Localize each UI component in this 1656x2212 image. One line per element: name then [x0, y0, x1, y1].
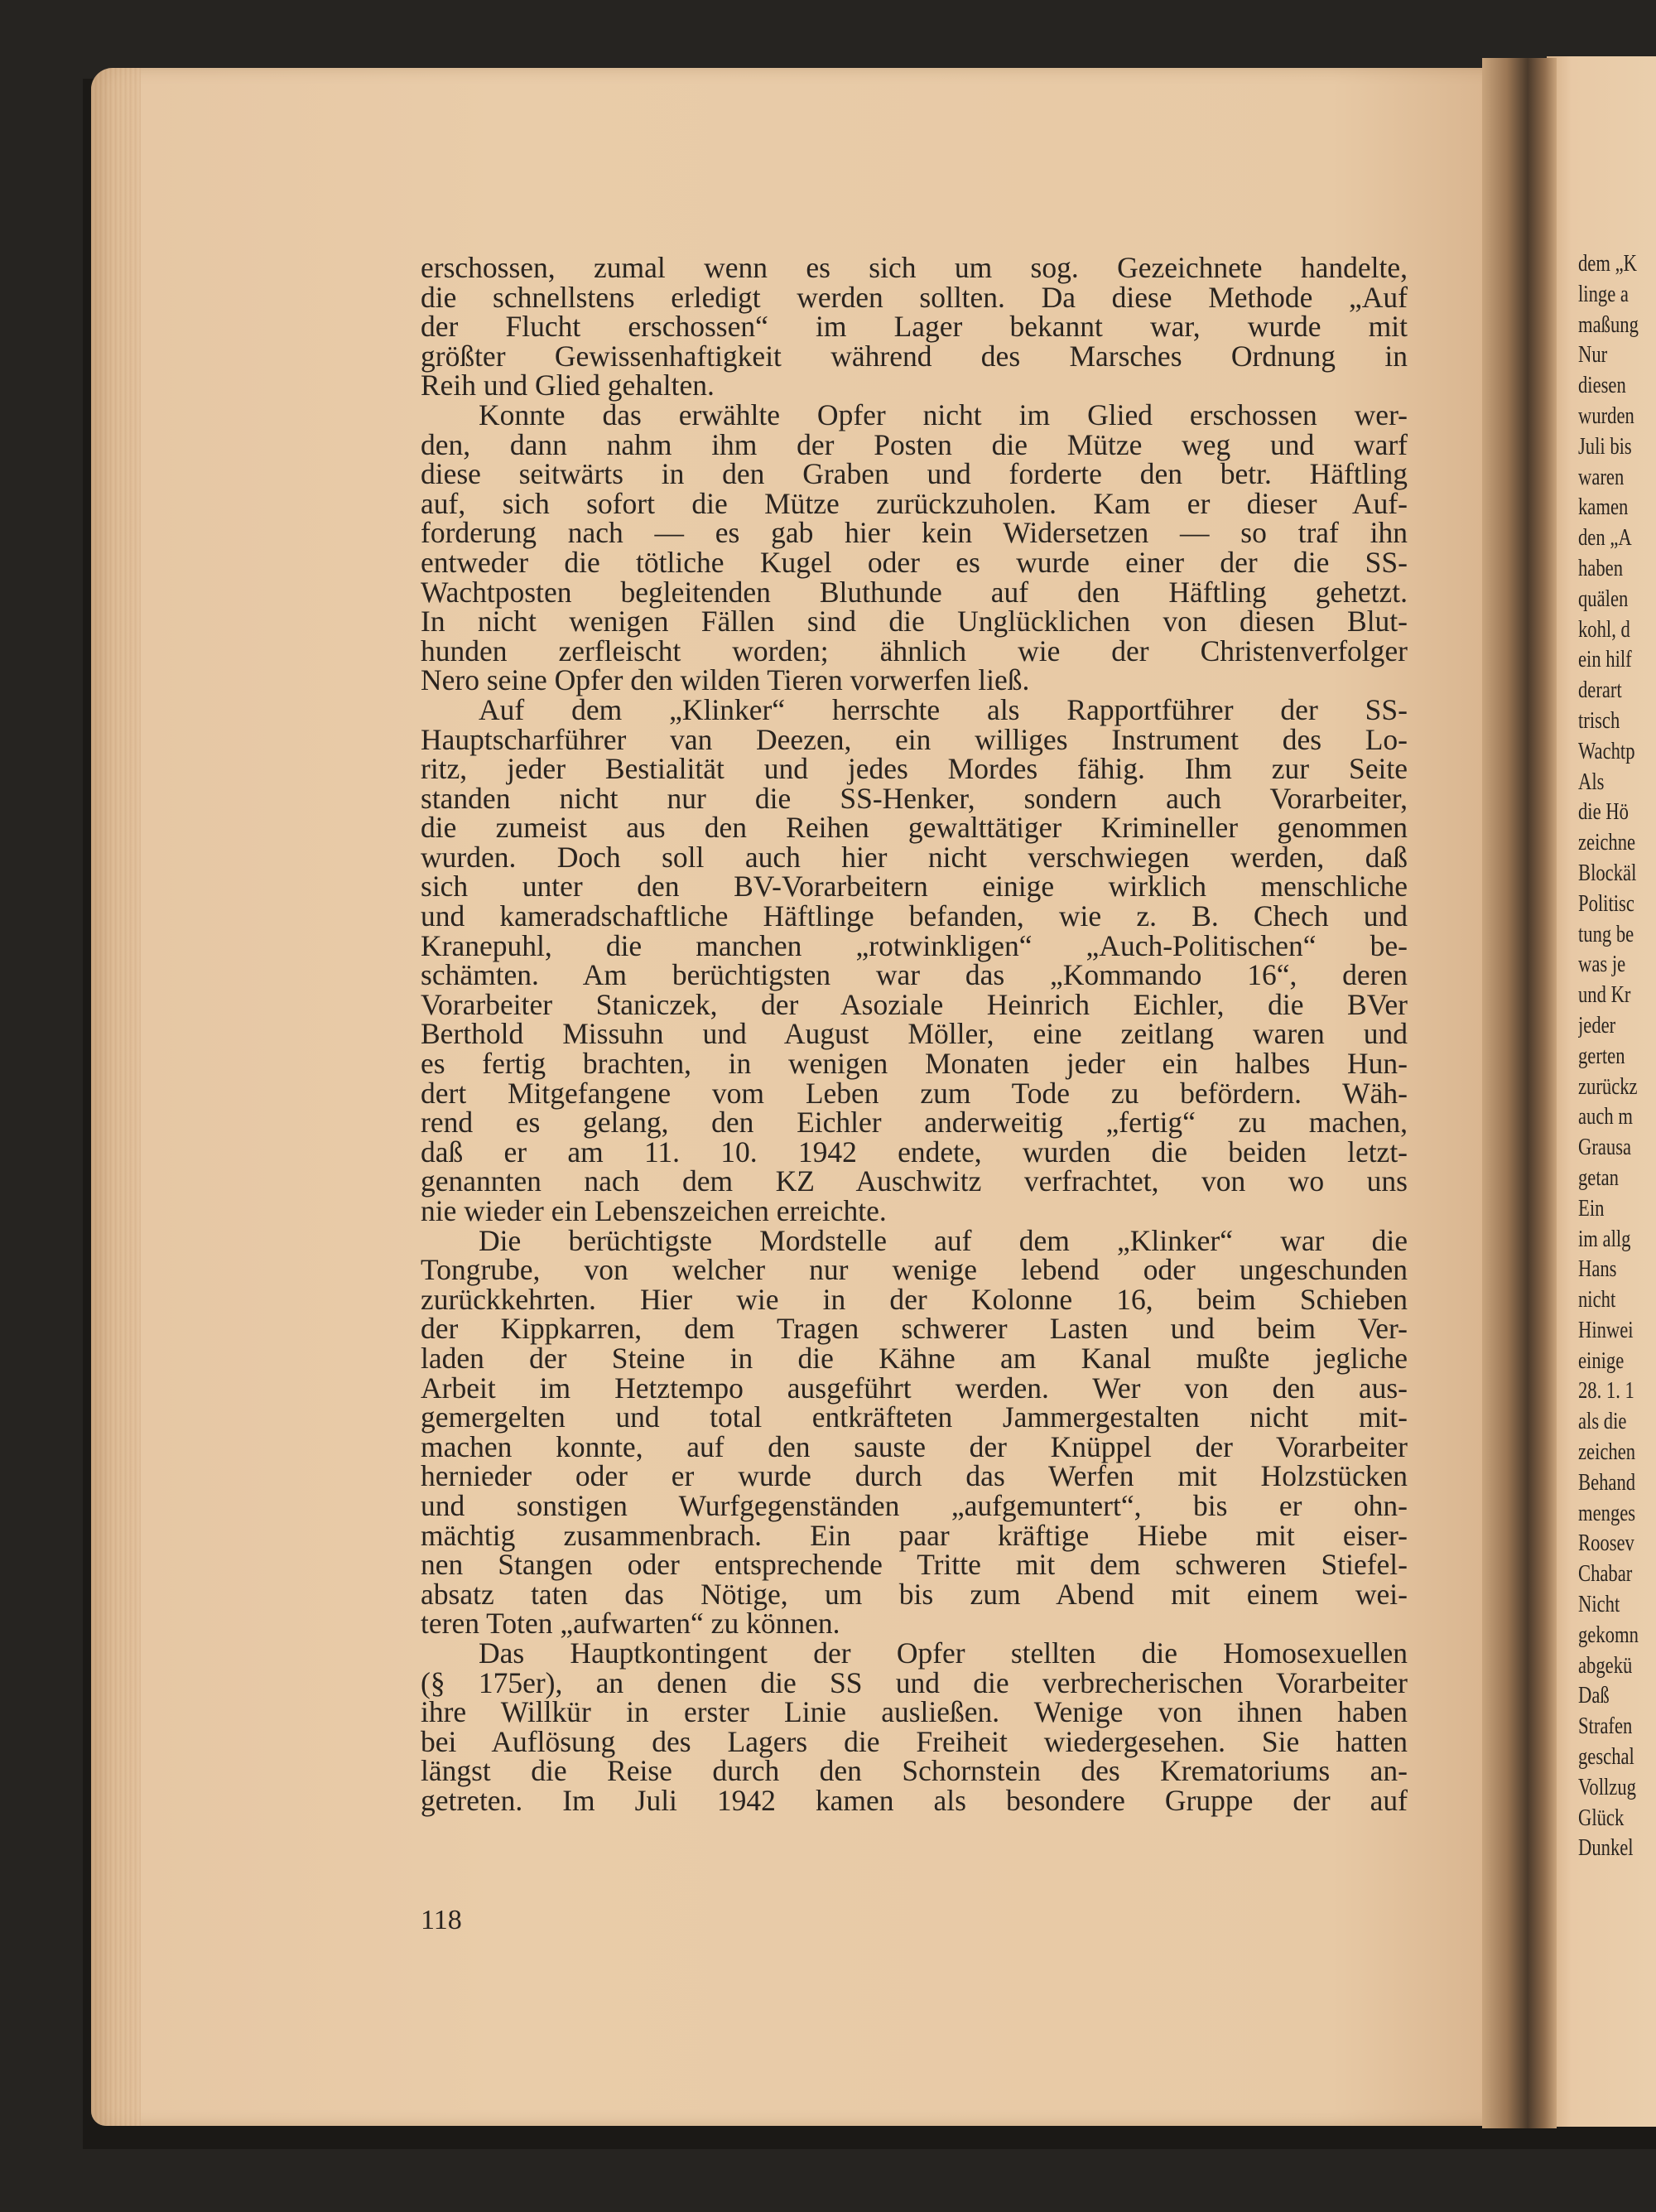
facing-page-fragment: die Hö: [1578, 798, 1629, 826]
facing-page-fragment: gerten: [1578, 1042, 1625, 1069]
text-line: auf, sich sofort die Mütze zurückzuholen. Kam er dieser Auf-: [421, 486, 1408, 520]
text-line: die schnellstens erledigt werden sollten. Da diese Methode „Auf: [421, 280, 1408, 314]
facing-page-fragment: und Kr: [1578, 981, 1631, 1009]
text-line: machen konnte, auf den sauste der Knüppel der Vorarbeiter: [421, 1429, 1408, 1463]
facing-page-fragment: getan: [1578, 1164, 1619, 1191]
facing-page-fragment: zeichen: [1578, 1439, 1636, 1466]
facing-page-fragment: diesen: [1578, 372, 1626, 399]
facing-page-fragment: nicht: [1578, 1286, 1616, 1313]
facing-page-fragment: menges: [1578, 1499, 1636, 1526]
text-line: Reih und Glied gehalten.: [421, 369, 715, 402]
text-line: dert Mitgefangene vom Leben zum Tode zu befördern. Wäh-: [421, 1076, 1408, 1110]
facing-page-fragment: kohl, d: [1578, 615, 1630, 643]
facing-page-fragment: Roosev: [1578, 1530, 1634, 1557]
text-line: diese seitwärts in den Graben und forderte den betr. Häftling: [421, 457, 1408, 491]
text-line: längst die Reise durch den Schornstein des Krematoriums an-: [421, 1754, 1408, 1788]
text-line: entweder die tötliche Kugel oder es wurde einer der die SS-: [421, 545, 1408, 579]
text-line: und sonstigen Wurfgegenständen „aufgemuntert“, bis er ohn-: [421, 1488, 1408, 1522]
facing-page-fragment: Wachtp: [1578, 737, 1635, 764]
page-edge: [91, 68, 141, 2126]
facing-page-fragment: tung be: [1578, 920, 1634, 947]
facing-page-fragment: Chabar: [1578, 1560, 1633, 1588]
facing-page-fragment: Dunkel: [1578, 1834, 1634, 1862]
text-line: den, dann nahm ihm der Posten die Mütze weg und warf: [421, 427, 1408, 461]
facing-page-fragment: Behand: [1578, 1468, 1636, 1496]
text-line: ritz, jeder Bestialität und jedes Mordes fähig. Ihm zur Seite: [421, 752, 1408, 786]
facing-page-fragment: zeichne: [1578, 829, 1636, 856]
text-line: nie wieder ein Lebenszeichen erreichte.: [421, 1194, 887, 1227]
text-line: erschossen, zumal wenn es sich um sog. Gezeichnete handelte,: [421, 251, 1408, 284]
text-line: Vorarbeiter Staniczek, der Asoziale Heinrich Eichler, die BVer: [421, 987, 1408, 1021]
facing-page-fragment: den „A: [1578, 524, 1632, 552]
text-line: forderung nach — es gab hier kein Widersetzen — so traf ihn: [421, 516, 1408, 550]
text-line: laden der Steine in die Kähne am Kanal mußte jegliche: [421, 1341, 1408, 1375]
facing-page-fragment: als die: [1578, 1408, 1627, 1435]
facing-page-fragment: kamen: [1578, 494, 1629, 521]
text-line: Konnte das erwählte Opfer nicht im Glied erschossen wer-: [479, 398, 1408, 431]
book-gutter: [1482, 58, 1557, 2128]
text-line: Die berüchtigste Mordstelle auf dem „Klinker“ war die: [479, 1223, 1408, 1257]
text-line: zurückkehrten. Hier wie in der Kolonne 16, beim Schieben: [421, 1282, 1408, 1316]
text-line: nen Stangen oder entsprechende Tritte mit dem schweren Stiefel-: [421, 1548, 1408, 1582]
text-line: größter Gewissenhaftigkeit während des Marsches Ordnung in: [421, 339, 1408, 373]
facing-page-fragment: haben: [1578, 554, 1624, 581]
text-line: Berthold Missuhn und August Möller, eine zeitlang waren und: [421, 1017, 1408, 1051]
text-line: genannten nach dem KZ Auschwitz verfrachtet, von wo uns: [421, 1164, 1408, 1198]
text-line: (§ 175er), an denen die SS und die verbrecherischen Vorarbeiter: [421, 1665, 1408, 1699]
text-line: und kameradschaftliche Häftlinge befanden, wie z. B. Chech und: [421, 899, 1408, 933]
facing-page-fragment: zurückz: [1578, 1072, 1638, 1100]
facing-page-fragment: quälen: [1578, 585, 1629, 612]
facing-page-fragment: im allg: [1578, 1225, 1631, 1252]
text-line: der Kippkarren, dem Tragen schwerer Lasten und beim Ver-: [421, 1312, 1408, 1346]
text-line: bei Auflösung des Lagers die Freiheit wiedergesehen. Sie hatten: [421, 1724, 1408, 1758]
facing-page-fragment: abgekü: [1578, 1651, 1633, 1679]
text-line: Hauptscharführer van Deezen, ein williges Instrument des Lo-: [421, 722, 1408, 756]
page-number: 118: [421, 1905, 462, 1935]
text-line: standen nicht nur die SS-Henker, sondern auch Vorarbeiter,: [421, 781, 1408, 815]
facing-page-fragment: gekomn: [1578, 1621, 1639, 1648]
text-line: rend es gelang, den Eichler anderweitig „fertig“ zu machen,: [421, 1106, 1408, 1140]
text-line: Arbeit im Hetztempo ausgeführt werden. Wer von den aus-: [421, 1371, 1408, 1405]
facing-page-fragment: geschal: [1578, 1743, 1634, 1771]
facing-page-fragment: Juli bis: [1578, 432, 1632, 460]
facing-page-text: [1578, 248, 1656, 1863]
text-line: es fertig brachten, in wenigen Monaten jeder ein halbes Hun-: [421, 1047, 1408, 1081]
text-line: der Flucht erschossen“ im Lager bekannt war, wurde mit: [421, 310, 1408, 344]
facing-page-fragment: waren: [1578, 463, 1625, 490]
text-line: hunden zerfleischt worden; ähnlich wie der Christenverfolger: [421, 634, 1408, 667]
facing-page-fragment: Als: [1578, 768, 1605, 795]
facing-page-fragment: Hinwei: [1578, 1316, 1634, 1343]
facing-page-fragment: trisch: [1578, 706, 1620, 734]
text-line: In nicht wenigen Fällen sind die Unglücklichen von diesen Blut-: [421, 605, 1408, 639]
text-line: sich unter den BV-Vorarbeitern einige wirklich menschliche: [421, 870, 1408, 904]
facing-page-fragment: 28. 1. 1: [1578, 1377, 1634, 1405]
facing-page-fragment: Nicht: [1578, 1591, 1620, 1618]
text-line: Tongrube, von welcher nur wenige lebend oder ungeschunden: [421, 1253, 1408, 1287]
facing-page-fragment: Blockäl: [1578, 859, 1637, 886]
text-line: Kranepuhl, die manchen „rotwinkligen“ „Auch-Politischen“ be-: [421, 928, 1408, 962]
text-line: ihre Willkür in erster Linie ausließen. Wenige von ihnen haben: [421, 1695, 1408, 1729]
facing-page-fragment: Strafen: [1578, 1713, 1633, 1740]
facing-page-fragment: Daß: [1578, 1682, 1610, 1709]
facing-page-fragment: derart: [1578, 677, 1622, 704]
text-line: wurden. Doch soll auch hier nicht verschwiegen werden, daß: [421, 840, 1408, 874]
text-line: schämten. Am berüchtigsten war das „Kommando 16“, deren: [421, 958, 1408, 992]
text-line: hernieder oder er wurde durch das Werfen mit Holzstücken: [421, 1459, 1408, 1493]
text-line: Nero seine Opfer den wilden Tieren vorwerfen ließ.: [421, 663, 1030, 697]
text-line: teren Toten „aufwarten“ zu können.: [421, 1607, 840, 1641]
facing-page-fragment: einige: [1578, 1347, 1625, 1374]
text-line: gemergelten und total entkräfteten Jammergestalten nicht mit-: [421, 1400, 1408, 1434]
text-line: absatz taten das Nötige, um bis zum Abend mit einem wei-: [421, 1577, 1408, 1611]
facing-page-fragment: wurden: [1578, 402, 1634, 429]
text-line: daß er am 11. 10. 1942 endete, wurden die beiden letzt-: [421, 1135, 1408, 1169]
body-text: [421, 253, 1408, 1815]
facing-page-fragment: auch m: [1578, 1103, 1633, 1130]
facing-page-fragment: was je: [1578, 951, 1626, 978]
facing-page-fragment: Ein: [1578, 1194, 1605, 1222]
facing-page-fragment: Glück: [1578, 1804, 1625, 1831]
text-line: die zumeist aus den Reihen gewalttätiger Krimineller genommen: [421, 811, 1408, 845]
text-line: Auf dem „Klinker“ herrschte als Rapportführer der SS-: [479, 692, 1408, 726]
facing-page-fragment: ein hilf: [1578, 646, 1632, 673]
facing-page-fragment: Nur: [1578, 341, 1608, 369]
facing-page-fragment: Hans: [1578, 1255, 1617, 1283]
text-line: Das Hauptkontingent der Opfer stellten die Homosexuellen: [479, 1636, 1408, 1670]
text-line: Wachtposten begleitenden Bluthunde auf den Häftling gehetzt.: [421, 575, 1408, 609]
facing-page-fragment: Grausa: [1578, 1134, 1632, 1161]
facing-page-fragment: maßung: [1578, 311, 1639, 338]
text-line: getreten. Im Juli 1942 kamen als besondere Gruppe der auf: [421, 1783, 1408, 1817]
facing-page-fragment: Vollzug: [1578, 1773, 1636, 1800]
facing-page-fragment: Politisc: [1578, 889, 1634, 917]
facing-page-fragment: dem „K: [1578, 250, 1637, 277]
text-line: mächtig zusammenbrach. Ein paar kräftige Hiebe mit eiser-: [421, 1518, 1408, 1552]
facing-page-fragment: linge a: [1578, 280, 1629, 307]
facing-page-fragment: jeder: [1578, 1011, 1616, 1039]
